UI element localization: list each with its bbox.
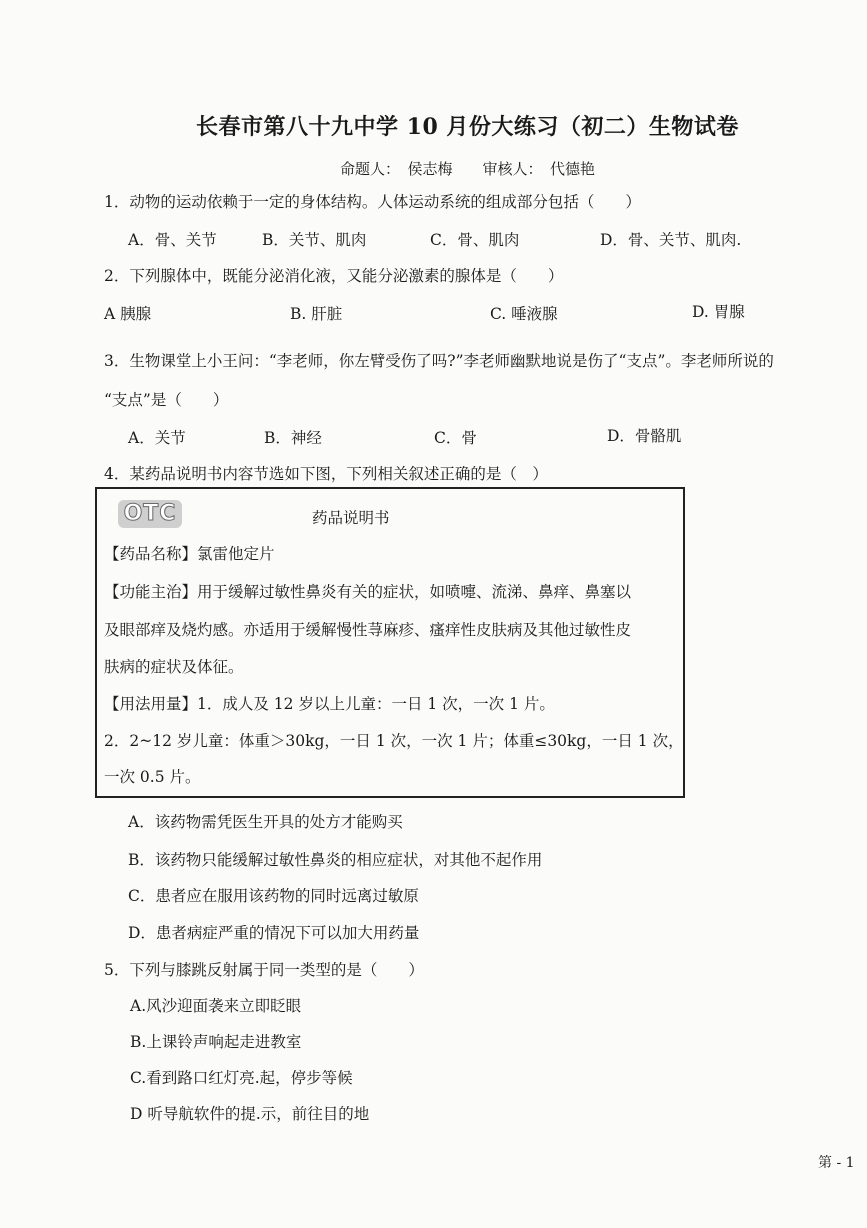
q2-option-b: B. 肝脏 <box>290 305 343 323</box>
drug-dosage-line-1: 【用法用量】1．成人及 12 岁以上儿童：一日 1 次，一次 1 片。 <box>104 695 555 713</box>
drug-label-box <box>95 487 685 798</box>
q5-option-b: B.上课铃声响起走进教室 <box>130 1033 302 1051</box>
q3-option-a: A．关节 <box>128 429 186 447</box>
q2-stem: 2．下列腺体中，既能分泌消化液，又能分泌激素的腺体是（ ） <box>104 267 564 285</box>
q2-option-d: D. 胃腺 <box>692 303 745 321</box>
drug-function-line-2: 及眼部痒及烧灼感。亦适用于缓解慢性荨麻疹、瘙痒性皮肤病及其他过敏性皮 <box>104 621 632 639</box>
q3-option-d: D．骨骼肌 <box>607 427 682 445</box>
q3-option-c: C．骨 <box>434 429 477 447</box>
q4-option-c: C．患者应在服用该药物的同时远离过敏原 <box>128 887 419 905</box>
authors-line: 命题人： 侯志梅 审核人： 代德艳 <box>340 160 596 178</box>
q5-option-c: C.看到路口红灯亮.起，停步等候 <box>130 1069 353 1087</box>
q2-option-c: C. 唾液腺 <box>490 305 558 323</box>
drug-dosage-line-3: 一次 0.5 片。 <box>104 768 201 786</box>
page-title: 长春市第八十九中学 10 月份大练习（初二）生物试卷 <box>196 114 739 140</box>
drug-dosage-line-2: 2．2~12 岁儿童：体重＞30kg，一日 1 次，一次 1 片；体重≤30kg，一日 1 次， <box>104 732 684 750</box>
q5-option-a: A.风沙迎面袭来立即眨眼 <box>130 997 302 1015</box>
otc-badge: OTC <box>118 500 182 528</box>
page-number: 第 - 1 <box>818 1155 855 1171</box>
q3-option-b: B．神经 <box>264 429 322 447</box>
q5-option-d: D 听导航软件的提.示，前往目的地 <box>130 1105 370 1123</box>
q1-option-d: D．骨、关节、肌肉. <box>600 231 742 249</box>
q4-option-a: A．该药物需凭医生开具的处方才能购买 <box>128 813 403 831</box>
q3-stem-line1: 3．生物课堂上小王问：“李老师，你左臂受伤了吗?”李老师幽默地说是伤了“支点”。李老师所说的 <box>104 352 774 370</box>
q2-option-a: A 胰腺 <box>104 305 152 323</box>
drug-label-heading: 药品说明书 <box>312 509 390 527</box>
q1-option-b: B．关节、肌肉 <box>262 231 367 249</box>
q5-stem: 5．下列与膝跳反射属于同一类型的是（ ） <box>104 961 424 979</box>
q4-option-d: D．患者病症严重的情况下可以加大用药量 <box>128 924 420 942</box>
q1-stem: 1．动物的运动依赖于一定的身体结构。人体运动系统的组成部分包括（ ） <box>104 193 641 211</box>
q4-stem: 4．某药品说明书内容节选如下图，下列相关叙述正确的是（ ） <box>104 465 548 483</box>
q4-option-b: B．该药物只能缓解过敏性鼻炎的相应症状，对其他不起作用 <box>128 851 543 869</box>
q1-option-c: C．骨、肌肉 <box>430 231 520 249</box>
q3-stem-line2: “支点”是（ ） <box>104 391 229 409</box>
drug-name-line: 【药品名称】氯雷他定片 <box>104 545 275 563</box>
drug-function-line-1: 【功能主治】用于缓解过敏性鼻炎有关的症状，如喷嚏、流涕、鼻痒、鼻塞以 <box>104 583 632 601</box>
q1-option-a: A．骨、关节 <box>128 231 217 249</box>
drug-function-line-3: 肤病的症状及体征。 <box>104 658 244 676</box>
